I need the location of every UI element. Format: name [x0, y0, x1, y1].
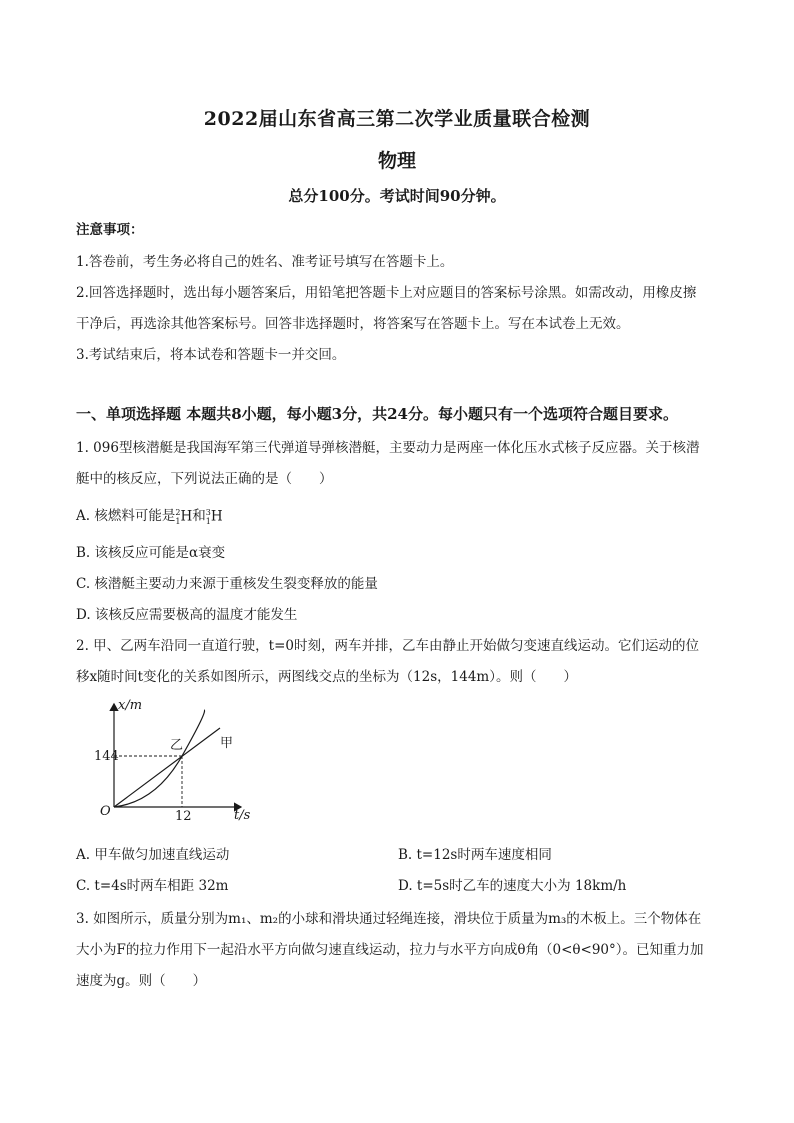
q1-option-b: B. 该核反应可能是α衰变	[76, 545, 226, 561]
q2-stem-line-2: 移x随时间t变化的关系如图所示，两图线交点的坐标为（12s，144m）。则（ ）	[76, 669, 577, 685]
q1-option-a-and: 和	[192, 508, 206, 524]
notes-item-3: 3.考试结束后，将本试卷和答题卡一并交回。	[76, 347, 346, 363]
q2-option-d: D. t=5s时乙车的速度大小为 18km/h	[398, 878, 627, 894]
notes-item-2-line-1: 2.回答选择题时，选出每小题答案后，用铅笔把答题卡上对应题目的答案标号涂黑。如需改动，用橡皮擦	[76, 285, 697, 301]
nuclide-h2	[175, 508, 192, 526]
label-yi: 乙	[170, 738, 184, 753]
score-time-line: 总分100分。考试时间90分钟。	[288, 187, 506, 205]
q2-option-a: A. 甲车做匀加速直线运动	[76, 847, 230, 863]
q1-stem-line-1: 1. 096型核潜艇是我国海军第三代弹道导弹核潜艇，主要动力是两座一体化压水式核子反应器。关于核潜	[76, 440, 700, 456]
y-tick-144: 144	[94, 749, 119, 764]
label-jia: 甲	[220, 736, 234, 751]
notes-item-1: 1.答卷前，考生务必将自己的姓名、准考证号填写在答题卡上。	[76, 254, 454, 270]
nuclide-h2-symbol: H	[180, 508, 193, 524]
q1-option-d: D. 该核反应需要极高的温度才能发生	[76, 607, 298, 623]
notes-item-2-line-2: 干净后，再选涂其他答案标号。回答非选择题时，将答案写在答题卡上。写在本试卷上无效。	[76, 316, 630, 332]
section-1-heading: 一、单项选择题 本题共8小题，每小题3分，共24分。每小题只有一个选项符合题目要求。	[76, 405, 678, 423]
nuclide-h2-charge: 1	[175, 516, 181, 526]
q2-option-c: C. t=4s时两车相距 32m	[76, 878, 229, 894]
exam-title: 2022届山东省高三第二次学业质量联合检测	[203, 108, 591, 130]
origin-label: O	[100, 804, 111, 819]
nuclide-h3-mass: 3	[205, 507, 211, 517]
q3-stem-line-3: 速度为g。则（ ）	[76, 973, 207, 989]
nuclide-h2-mass: 2	[175, 507, 181, 517]
q2-xt-graph	[96, 694, 266, 829]
q2-stem-line-1: 2. 甲、乙两车沿同一直道行驶，t=0时刻，两车并排，乙车由静止开始做匀变速直线运动。它们运动的位	[76, 638, 699, 654]
subject-title: 物理	[377, 150, 416, 172]
x-tick-12: 12	[175, 809, 192, 824]
notes-heading: 注意事项：	[76, 222, 144, 238]
q1-option-c: C. 核潜艇主要动力来源于重核发生裂变释放的能量	[76, 576, 378, 592]
nuclide-h3-charge: 1	[205, 516, 211, 526]
nuclide-h3-symbol: H	[210, 508, 223, 524]
q3-stem-line-1: 3. 如图所示，质量分别为m₁、m₂的小球和滑块通过轻绳连接，滑块位于质量为m₃的木板上。三个物体在	[76, 911, 702, 927]
curve-yi	[114, 710, 205, 807]
nuclide-h3	[206, 508, 223, 526]
y-axis-label: x/m	[118, 698, 143, 713]
q1-option-a-prefix: A. 核燃料可能是	[76, 508, 176, 524]
q1-option-a	[76, 504, 223, 526]
q1-stem-line-2: 艇中的核反应，下列说法正确的是（ ）	[76, 471, 333, 487]
q2-option-b: B. t=12s时两车速度相同	[398, 847, 552, 863]
q3-stem-line-2: 大小为F的拉力作用下一起沿水平方向做匀速直线运动，拉力与水平方向成θ角（0<θ<90°）。已知重力加	[76, 942, 704, 958]
line-jia	[114, 728, 220, 807]
x-axis-label: t/s	[234, 808, 251, 823]
